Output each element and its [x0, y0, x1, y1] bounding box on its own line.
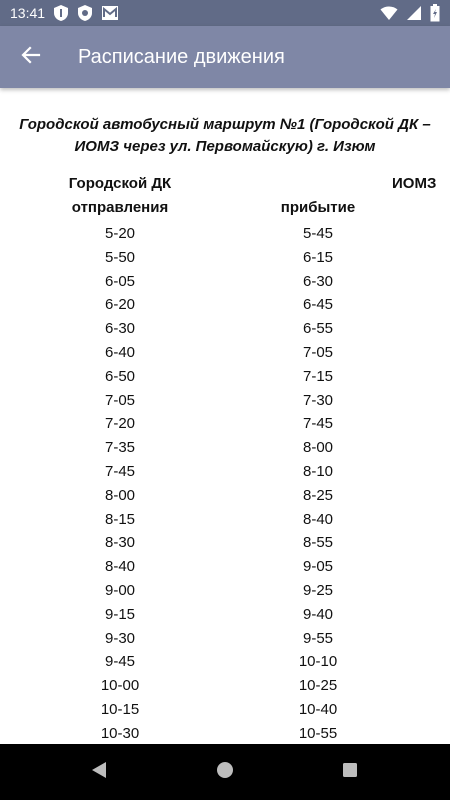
arrival-time: 8-55 [302, 534, 334, 552]
departure-time: 8-30 [104, 534, 136, 552]
shield-icon [77, 4, 93, 22]
departure-time: 9-45 [104, 653, 136, 671]
table-row [0, 270, 450, 294]
table-row [0, 389, 450, 413]
route-title: Городской автобусный маршрут №1 (Городской ДК – ИОМЗ через ул. Первомайскую) г. Изюм [19, 116, 431, 155]
arrow-left-icon [21, 45, 41, 70]
departure-time: 7-35 [104, 439, 136, 457]
nav-back-triangle-icon [90, 760, 108, 785]
arrival-time: 8-00 [302, 439, 334, 457]
table-row [0, 674, 450, 698]
arrival-time: 7-05 [302, 344, 334, 361]
status-bar [0, 0, 450, 26]
table-row [0, 293, 450, 317]
arrival-time: 10-25 [298, 677, 338, 695]
battery-icon [430, 4, 440, 22]
schedule-content[interactable] [0, 88, 450, 744]
departure-time: 5-20 [104, 225, 136, 242]
table-row [0, 460, 450, 484]
departure-time: 7-05 [104, 391, 136, 409]
nav-back-button[interactable] [69, 744, 129, 800]
table-row [0, 722, 450, 744]
arrival-time: 8-40 [302, 510, 334, 528]
departure-time: 8-15 [104, 510, 136, 528]
arrival-time: 7-15 [302, 367, 334, 385]
departure-time: 10-00 [100, 677, 140, 695]
table-row [0, 579, 450, 603]
nav-recents-square-icon [342, 762, 358, 783]
arrival-time: 9-40 [302, 605, 334, 623]
departure-time: 9-30 [104, 629, 136, 647]
navigation-bar [0, 744, 450, 800]
departure-time: 10-30 [100, 724, 140, 742]
arrival-time: 10-10 [298, 653, 338, 671]
departure-time: 6-05 [104, 272, 136, 290]
column-header-departure-stop: Городской ДК [68, 175, 172, 192]
table-row [0, 603, 450, 627]
shield-icon [53, 4, 69, 22]
table-row [0, 341, 450, 365]
departure-time: 8-00 [104, 486, 136, 504]
table-row [0, 555, 450, 579]
table-row [0, 436, 450, 460]
table-row [0, 412, 450, 436]
nav-home-circle-icon [216, 761, 234, 784]
departure-time: 6-20 [104, 296, 136, 314]
arrival-time: 6-15 [302, 248, 334, 266]
app-bar [0, 26, 450, 88]
arrival-time: 9-55 [302, 629, 334, 647]
arrival-time: 8-25 [302, 486, 334, 504]
arrival-time: 10-55 [298, 724, 338, 742]
nav-home-button[interactable] [195, 744, 255, 800]
table-row [0, 627, 450, 651]
nav-recents-button[interactable] [320, 744, 380, 800]
departure-time: 7-45 [104, 463, 136, 480]
arrival-time: 8-10 [302, 463, 334, 480]
table-row [0, 317, 450, 341]
arrival-time: 9-05 [302, 558, 334, 576]
arrival-time: 7-30 [302, 391, 334, 409]
table-row [0, 508, 450, 532]
arrival-time: 6-55 [302, 320, 334, 338]
table-row [0, 531, 450, 555]
column-header-destination-stop: ИОМЗ [392, 175, 437, 192]
cellular-signal-icon [406, 5, 422, 21]
arrival-time: 10-40 [298, 701, 338, 718]
table-row [0, 698, 450, 722]
table-row [0, 484, 450, 508]
departure-time: 7-20 [104, 415, 136, 433]
table-row [0, 246, 450, 270]
column-header-departure: отправления [71, 199, 169, 216]
departure-time: 6-50 [104, 367, 136, 385]
arrival-time: 9-25 [302, 582, 334, 599]
departure-time: 6-30 [104, 320, 136, 338]
departure-time: 9-00 [104, 582, 136, 599]
table-row [0, 222, 450, 246]
column-header-arrival: прибытие [280, 199, 356, 216]
status-time: 13:41 [10, 5, 46, 21]
arrival-time: 5-45 [302, 225, 334, 242]
departure-time: 9-15 [104, 605, 136, 623]
arrival-time: 7-45 [302, 415, 334, 433]
table-row [0, 365, 450, 389]
arrival-time: 6-45 [302, 296, 334, 314]
arrival-time: 6-30 [302, 272, 334, 290]
back-button[interactable] [0, 26, 62, 88]
departure-time: 5-50 [104, 248, 136, 266]
page-title: Расписание движения [78, 45, 285, 68]
departure-time: 10-15 [100, 701, 140, 718]
wifi-icon [380, 5, 398, 21]
departure-time: 8-40 [104, 558, 136, 576]
mail-icon [101, 5, 119, 21]
table-row [0, 650, 450, 674]
departure-time: 6-40 [104, 344, 136, 361]
